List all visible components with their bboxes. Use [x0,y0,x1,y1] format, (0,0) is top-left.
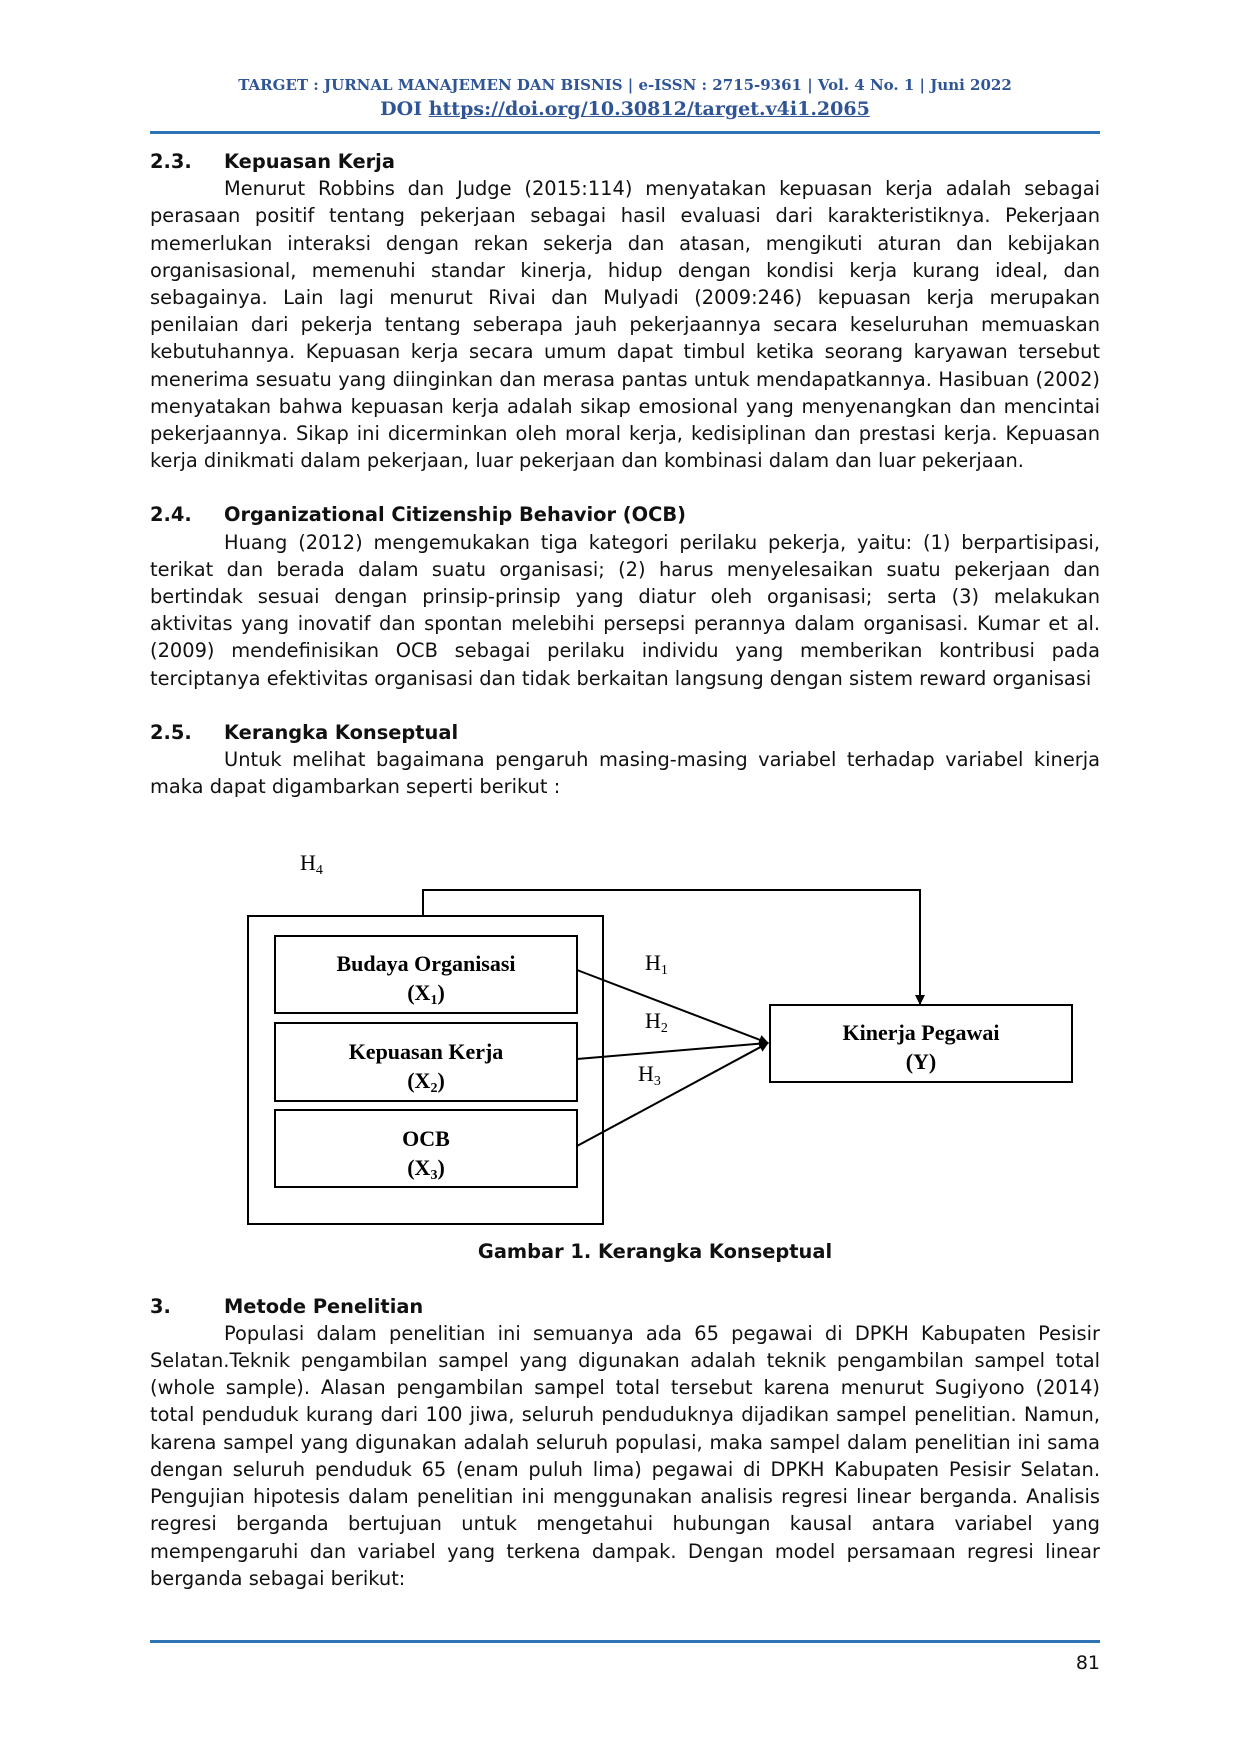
page-number: 81 [1075,1652,1100,1674]
section-2-4-paragraph: Huang (2012) mengemukakan tiga kategori perilaku pekerja, yaitu: (1) berpartisipasi, terikat dan berada dalam suatu organisasi; (2) harus menyelesaikan suatu pekerjaan dan bertindak sesuai dengan prinsip-prinsip yang diatur oleh organisasi; serta (3) melakukan aktivitas yang inovatif dan spontan melebihi persepsi perannya dalam organisasi. Kumar et al. (2009) mendefinisikan OCB sebagai perilaku individu yang memberikan kontribusi pada terciptanya efektivitas organisasi dan tidak berkaitan langsung dengan sistem reward organisasi [150,530,1100,690]
y-symbol: (Y) [905,1049,937,1075]
h4-arrow [423,890,920,1004]
section-number: 3. [150,1294,171,1318]
x3-name: OCB [402,1126,450,1152]
x3-symbol: (X3) [407,1155,445,1184]
h1-arrow [577,970,768,1043]
footer-rule [150,1640,1100,1643]
x2-symbol: (X2) [407,1068,445,1097]
figure-caption: Gambar 1. Kerangka Konseptual [477,1240,833,1264]
h3-label: H3 [638,1061,661,1090]
section-title: Metode Penelitian [224,1294,424,1318]
section-title: Kerangka Konseptual [224,720,459,744]
section-title: Organizational Citizenship Behavior (OCB) [224,503,686,527]
h2-arrow [577,1043,768,1059]
section-title: Kepuasan Kerja [224,150,395,173]
doi-label: DOI [380,98,423,120]
section-number: 2.3. [150,150,192,173]
section-2-3-paragraph: Menurut Robbins dan Judge (2015:114) menyatakan kepuasan kerja adalah sebagai perasaan positif tentang pekerjaan sebagai hasil evaluasi dari karakteristiknya. Pekerjaan memerlukan interaksi dengan rekan sekerja dan atasan, mengikuti aturan dan kebijakan organisasional, memenuhi standar kinerja, hidup dengan kondisi kerja kurang ideal, dan sebagainya. Lain lagi menurut Rivai dan Mulyadi (2009:246) kepuasan kerja merupakan penilaian dari pekerja tentang seberapa jauh pekerjaannya secara keseluruhan memuaskan kebutuhannya. Kepuasan kerja secara umum dapat timbul ketika seorang karyawan tersebut menerima sesuatu yang diinginkan dan merasa pantas untuk mendapatkannya. Hasibuan (2002) menyatakan bahwa kepuasan kerja adalah sikap emosional yang menyenangkan dan mencintai pekerjaannya. Sikap ini dicerminkan oleh moral kerja, kedisiplinan dan prestasi kerja. Kepuasan kerja dinikmati dalam pekerjaan, luar pekerjaan dan kombinasi dalam dan luar pekerjaan. [150,177,1100,473]
h1-label: H1 [645,950,668,979]
section-3-heading [150,1293,1100,1320]
section-2-5-heading [150,719,1100,746]
h4-label: H4 [300,850,323,879]
x1-symbol: (X1) [407,980,445,1009]
section-2-3-heading [150,148,1100,175]
conceptual-framework-figure [150,808,1100,1238]
section-3-paragraph: Populasi dalam penelitian ini semuanya ada 65 pegawai di DPKH Kabupaten Pesisir Selatan.Teknik pengambilan sampel yang digunakan adalah teknik pengambilan sampel total (whole sample). Alasan pengambilan sampel total tersebut karena menurut Sugiyono (2014) total penduduk kurang dari 100 jiwa, seluruh penduduknya dijadikan sampel penelitian. Namun, karena sampel yang digunakan adalah seluruh populasi, maka sampel dalam penelitian ini sama dengan seluruh penduduk 65 (enam puluh lima) pegawai di DPKH Kabupaten Pesisir Selatan. Pengujian hipotesis dalam penelitian ini menggunakan analisis regresi linear berganda. Analisis regresi berganda bertujuan untuk mengetahui hubungan kausal antara variabel yang mempengaruhi dan variabel yang terkena dampak. Dengan model persamaan regresi linear berganda sebagai berikut: [150,1321,1100,1590]
h2-label: H2 [645,1008,668,1037]
page-content [150,148,1100,1592]
h3-arrow [577,1043,768,1146]
header-rule [150,131,1100,134]
framework-diagram [150,808,1100,1238]
section-2-4-heading [150,501,1100,528]
section-2-5-paragraph: Untuk melihat bagaimana pengaruh masing-masing variabel terhadap variabel kinerja maka dapat digambarkan seperti berikut : [150,748,1100,799]
section-number: 2.4. [150,503,192,527]
y-name: Kinerja Pegawai [842,1020,1000,1046]
x1-name: Budaya Organisasi [336,951,516,977]
journal-title: TARGET : JURNAL MANAJEMEN DAN BISNIS | e-ISSN : 2715-9361 | Vol. 4 No. 1 | Juni 2022 [238,76,1012,94]
section-number: 2.5. [150,720,192,744]
x2-name: Kepuasan Kerja [348,1039,504,1065]
doi-line [150,96,1100,122]
journal-header [150,74,1100,122]
doi-link[interactable]: https://doi.org/10.30812/target.v4i1.2065 [428,98,870,120]
